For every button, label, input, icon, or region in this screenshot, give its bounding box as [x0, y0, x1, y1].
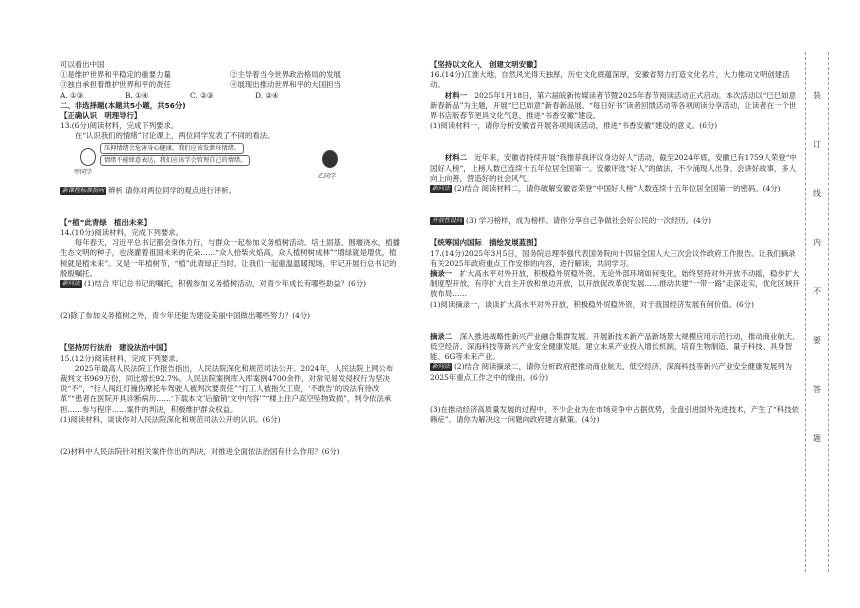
- q16-prompt: 16.(14分)江淮大地，自然风光得天独厚，历史文化底蕴深厚，安徽省努力打造文化名片，大力推动文明创建活动。: [430, 70, 790, 90]
- margin-char: 装: [813, 91, 821, 100]
- q13-lead: 在“认识我们的情绪”讨论课上，两位同学发表了不同的看法。: [74, 131, 275, 141]
- student-b-avatar: [322, 150, 338, 168]
- discussion-figure: [60, 142, 400, 186]
- choice-d: D. ②④: [255, 90, 279, 100]
- q15-topic: 【坚持厉行法治 建设法治中国】: [60, 343, 171, 353]
- q16-m1-label: 材料一: [444, 90, 467, 100]
- margin-char: 要: [813, 336, 821, 345]
- q13-task: 辨析 请你对两位同学的观点进行评析。: [108, 185, 237, 195]
- intro-line: 可以看出中国: [60, 60, 105, 69]
- q16-material-2: 近年来，安徽省持续开展“我推荐我评议身边好人”活动，截至2024年底，安徽已有1759人荣登“中国好人榜”，上榜人数已连续十五年位居全国第一。安徽评选“好人”的做法，不少涌现人出身、会讲好故事，多人向上向善，营造好的社会风气。: [430, 153, 797, 183]
- section-title: 二、非选择题(本题共5小题，共56分): [60, 100, 186, 110]
- speech-bubbles: [100, 142, 300, 167]
- option-4: ④展现出推动世界和平的大国担当: [230, 80, 341, 90]
- margin-char: 线: [813, 189, 821, 198]
- q16-3-tag: 开放性设问: [432, 217, 463, 225]
- margin-char: 题: [813, 434, 821, 443]
- q17-2-tag: 新问法: [432, 363, 451, 371]
- q14-1-tag: 新问法: [62, 280, 81, 288]
- q15-1: (1)阅读材料，谈谈你对人民法院深化和规范司法公开的认识。(6分): [60, 414, 281, 424]
- q17-e1-label: 摘录一: [430, 269, 453, 279]
- q14-topic: 【“植”此青绿 植出未来】: [60, 217, 152, 227]
- margin-char: 订: [813, 140, 821, 149]
- q17-topic: 【统筹国内国际 描绘发展蓝图】: [430, 238, 541, 248]
- q17-prompt: 17.(14分)2025年3月5日，国务院总理李强代表国务院向十四届全国人大三次会议作政府工作报告。让我们摘录有关2025年政府重点工作安排的内容，进行解读，共同学习。: [430, 248, 796, 268]
- choice-c: C. ②③: [190, 90, 214, 100]
- q17-2: (2)结合 阅读摘录二，请你分析政府把推动商业航天、低空经济、深海科技等新兴产业安全健康发展列为2025年重点工作之中的缘由。(6分): [430, 362, 793, 382]
- option-1: ①是维护世界和平稳定的重要力量: [60, 70, 171, 80]
- choice-b: B. ①④: [125, 90, 149, 100]
- q14-2: (2)除了参加义务植树之外，青少年还能为建设美丽中国做出哪些努力？(4分): [60, 311, 311, 321]
- speaker-b-label: 乙同学: [318, 172, 337, 180]
- bubble-a: 压抑情绪会危害身心健康，我们应该发泄坏情绪。: [100, 143, 244, 154]
- q13-prompt: 13.(6分)阅读材料，完成下列要求。: [60, 121, 179, 131]
- q14-1: (1)结合 牢记总书记的嘱托，积极参加义务植树活动，对青少年成长有哪些助益？(6分): [84, 279, 366, 289]
- q16-material-1: 2025年1月18日，第六届皖新传媒读者节暨2025年春节阅读活动正式启动。本次活动以“巳巳如意 新春新品”为主题，开展“巳巳如意”新春新品展、“每日好书”读者回馈活动等各项阅读分享活动，让读者在一个世界书店版春节更具文化气息，推进“书香安徽”建设。: [430, 90, 797, 121]
- choice-a: A. ①③: [60, 90, 84, 100]
- q17-1: (1)阅读摘录一，谈谈扩大高水平对外开放，积极稳外贸稳外资，对于我国经济发展有何价值。(6分): [430, 299, 754, 309]
- option-2: ②主导着当今世界政治格局的发展: [230, 70, 341, 80]
- q16-2-tag: 新问法: [432, 185, 451, 193]
- speaker-a-label: 甲同学: [74, 168, 93, 176]
- option-3: ③独自承担着维护世界和平的责任: [60, 80, 171, 90]
- q13-task-tag: 新课程标准指向: [62, 186, 105, 194]
- margin-char: 内: [813, 238, 821, 247]
- q17-excerpt-1: 扩大高水平对外开放，积极稳外贸稳外资。无论外部环境如何变化，始终坚持对外开放不动摇，稳步扩大制度型开放，有序扩大自主开放和单边开放，以开放促改革促发展……推动共建“一带一路”走深走实，优化区域开放布局……: [430, 269, 800, 299]
- q15-material: 2025年最高人民法院工作报告指出，人民法院深化和规范司法公开。2024年，人民法院上网公布裁判文书969万份，同比增长92.7%。人民法院案例库入库案例4700余件，对常见易发侵权行为坚决说“不”，“行人闯红灯撞伤摩托车驾驶人被判次要责任”“打工人被拖欠工资，‘不敢告’的说法有待改革”“患者在医院开具诊断病历……‘下载本文’后撤销‘文中内容’”“楼上住户高空坠物致损”，判令依法承担……参与程序……案件的判决，积极维护群众权益。: [60, 363, 394, 414]
- q16-3: (3) 学习榜样，成为榜样。请你分享自己争做社会好公民的一次经历。(4分): [466, 216, 712, 226]
- q14-prompt: 14.(10分)阅读材料，完成下列要求。: [60, 228, 184, 238]
- left-column: [60, 60, 400, 457]
- q17-excerpt-2: 深入推进战略性新兴产业融合集群发展。开展新技术新产品新场景大规模应用示范行动，推动商业航天、低空经济、深海科技等新兴产业安全健康发展。建立未来产业投入增长机制，培育生物制造、量子科技、具身智能、6G等未来产业。: [430, 331, 800, 362]
- binding-margin: [805, 52, 829, 572]
- bubble-b: 情绪不能肆意表达，我们应该学会管理自己的情绪。: [100, 155, 250, 166]
- q16-2: (2)结合 阅读材料二，请你破解安徽省荣登“中国好人榜”人数连续十五年位居全国第一的密码。(4分): [454, 184, 781, 194]
- options-list: [60, 70, 400, 90]
- q15-prompt: 15.(12分)阅读材料，完成下列要求。: [60, 353, 184, 363]
- q17-e2-label: 摘录二: [430, 331, 453, 341]
- choices-row: [60, 91, 320, 101]
- right-column: [430, 60, 800, 425]
- q14-material: 每年春天，习近平总书记都会身体力行，与群众一起参加义务植树活动。培土固基、围堰浇水，植播生态文明的种子，也浇灌着祖国未来的花朵……“众人拾柴火焰高，众人植树树成林”“增绿就是增优，植树就是植未来”。又是一年植树节，“植”此青绿正当时。让我们一起重温温暖现场，牢记开展行总书记的殷殷嘱托。: [60, 238, 400, 278]
- student-a-avatar: [80, 148, 96, 166]
- q16-1: (1)阅读材料一，请你分析安徽省开展各项阅读活动，推进“书香安徽”建设的意义。(6分): [430, 121, 718, 131]
- q13-topic: 【正确认识 明理导行】: [60, 111, 142, 121]
- margin-char: 不: [813, 287, 821, 296]
- q17-3: (3)在推动经济高质量发展的过程中，不少企业为在市场竞争中占据优势，全盘引进国外先进技术，产生了“科技依赖症”。请你为解决这一问题向政府建言献策。(4分): [430, 404, 800, 425]
- q15-2: (2)材料中人民法院针对相关案件作出的判决，对推进全面依法治国有什么作用？(6分): [60, 447, 340, 457]
- q16-m2-label: 材料二: [444, 153, 467, 163]
- margin-char: 答: [813, 385, 821, 394]
- q16-topic: 【坚持以文化人 创建文明安徽】: [430, 60, 541, 69]
